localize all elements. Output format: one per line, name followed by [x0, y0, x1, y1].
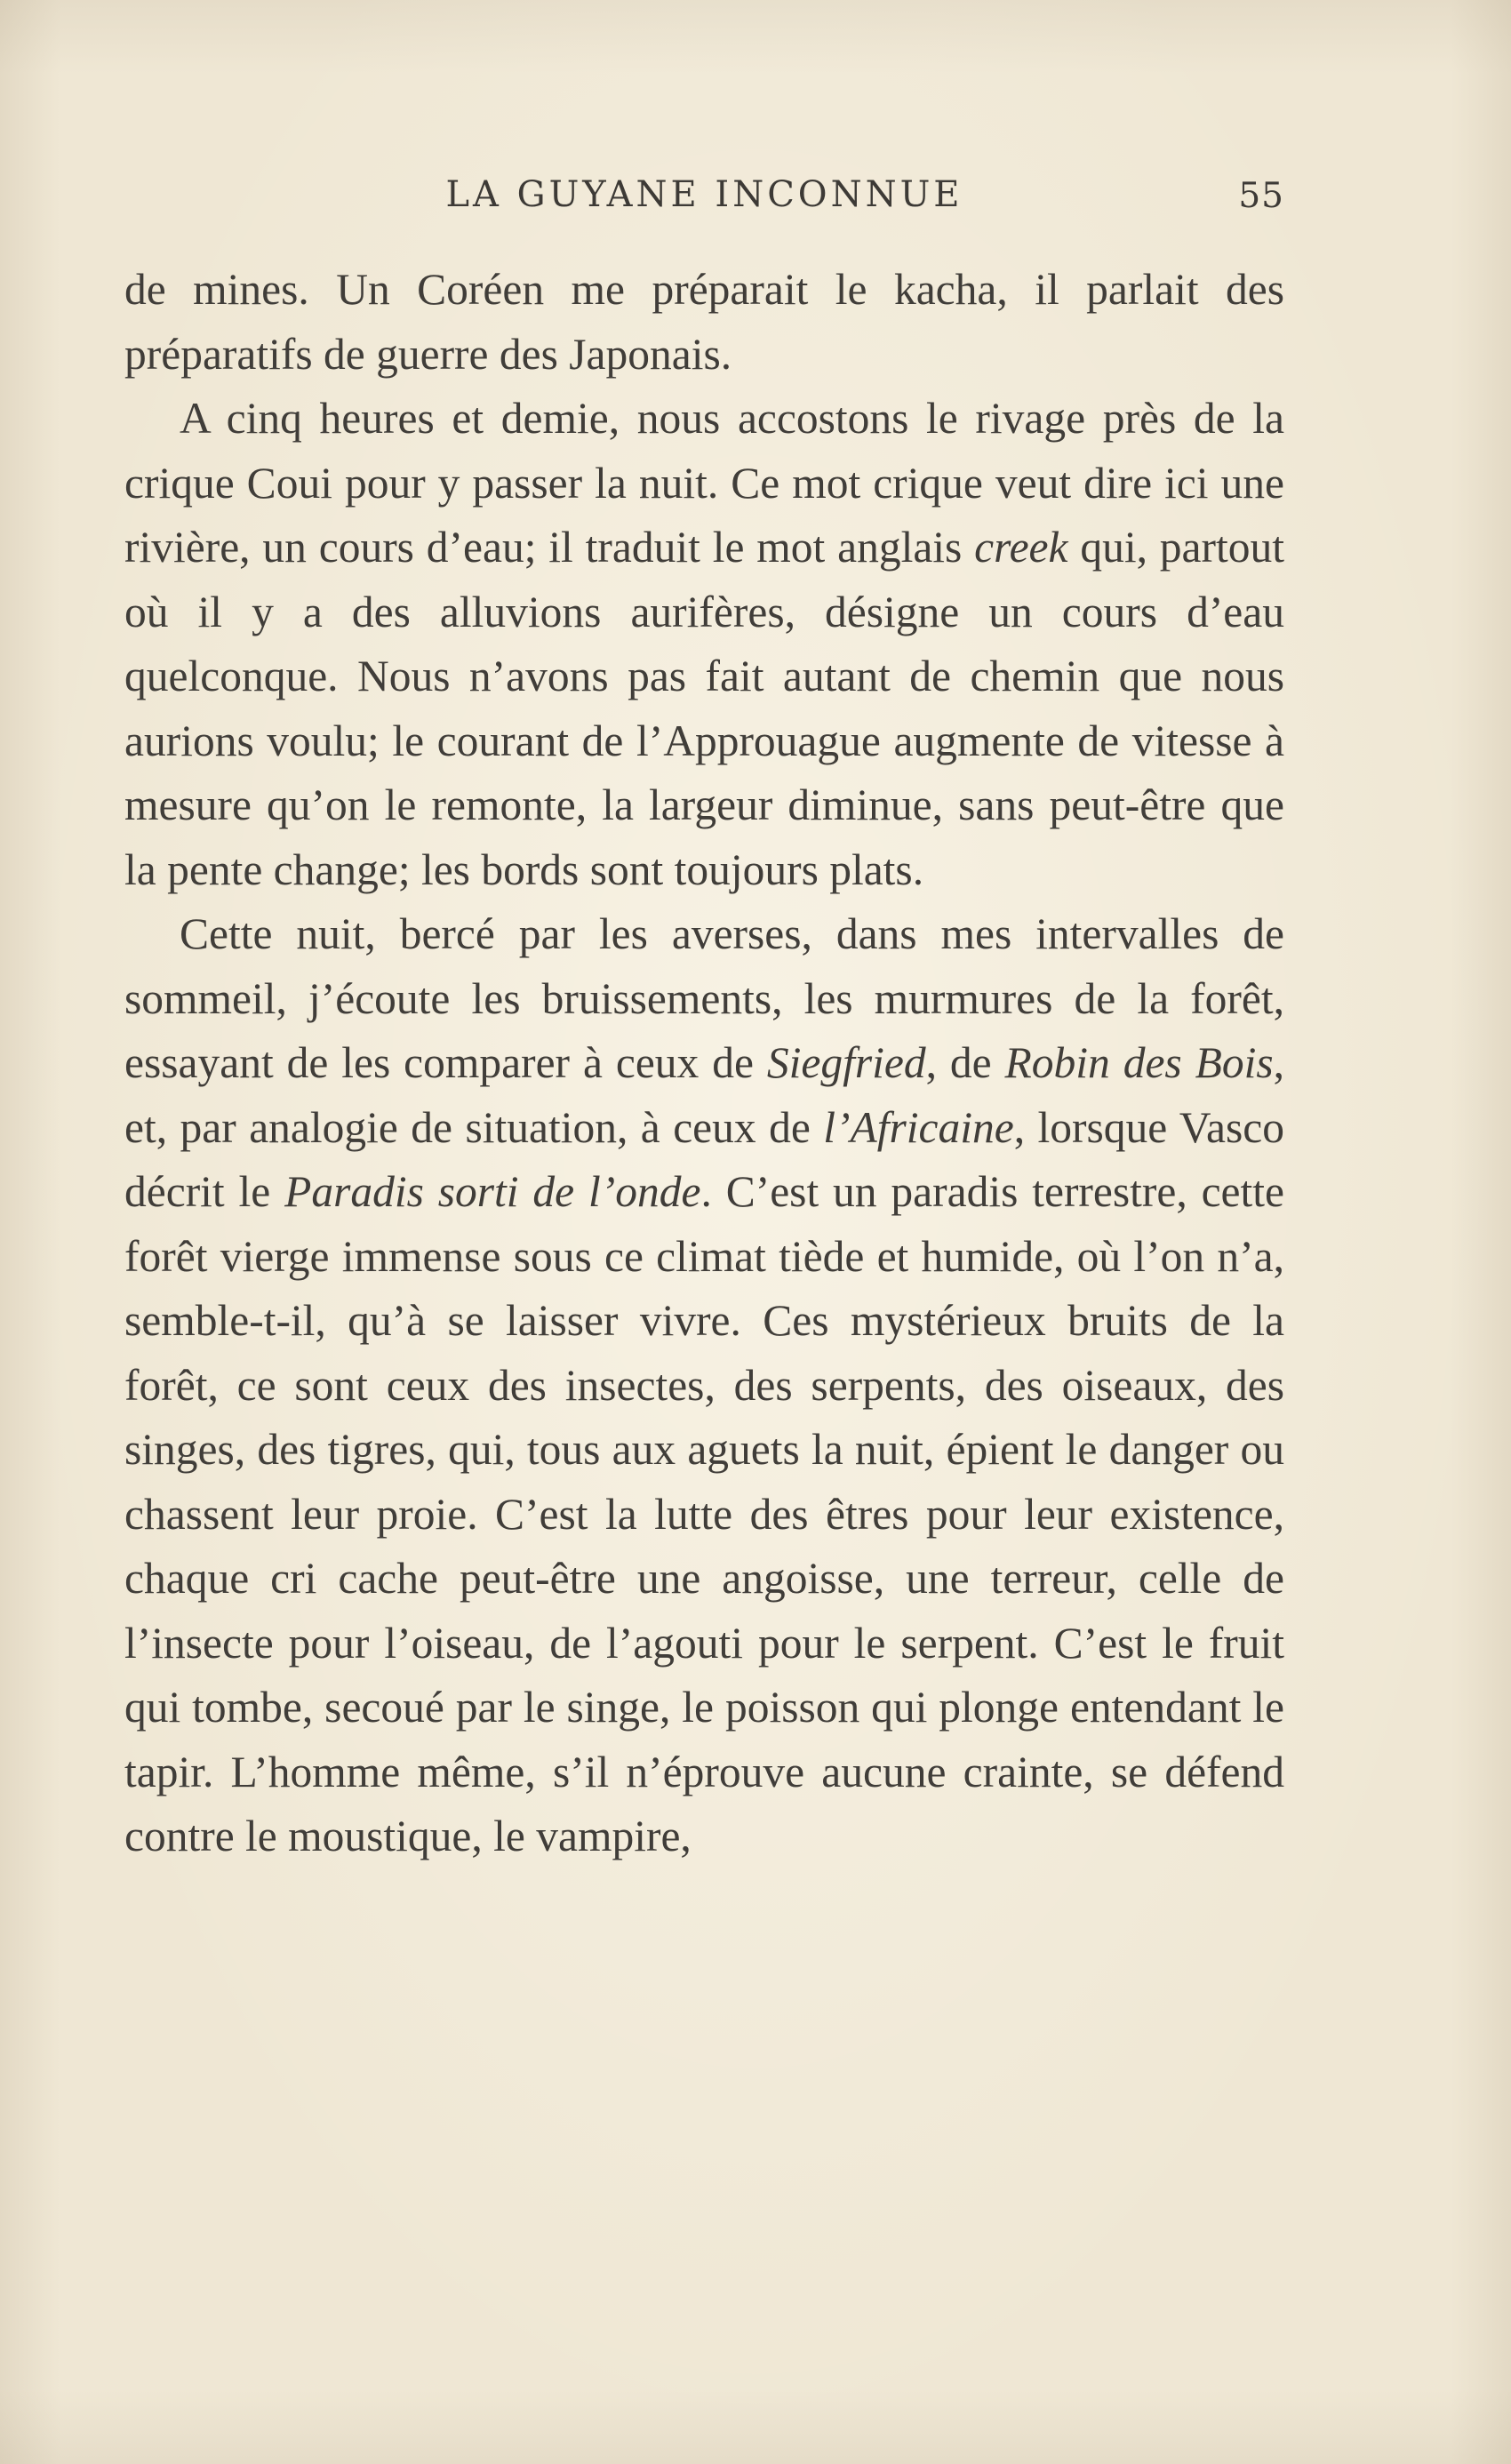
italic-robin-des-bois: Robin des Bois	[1004, 1038, 1274, 1087]
page-header	[124, 174, 1284, 228]
paragraph-3-start: Cette nuit, bercé par les averses, dans mes intervalles de sommeil, j’écoute les bruissements, les murmures de la forêt, essayant de les comparer à ceux de	[124, 909, 1284, 1087]
running-title: LA GUYANE INCONNUE	[445, 174, 963, 215]
body-text	[124, 258, 1284, 1869]
paragraph-1	[124, 258, 1284, 387]
paragraph-2-end: qui, partout où il y a des alluvions aurifères, désigne un cours d’eau quelconque. Nous n’avons pas fait autant de chemin que nous aurions voulu; le courant de l’Approuague augmente de vitesse à mesure qu’on le remonte, la largeur diminue, sans peut-être que la pente change; les bords sont toujours plats.	[124, 523, 1285, 894]
paragraph-1-text: de mines. Un Coréen me préparait le kacha, il parlait des préparatifs de guerre des Japonais.	[124, 265, 1284, 379]
paragraph-3-sep-2: , et, par analogie de situation, à ceux de	[124, 1038, 1284, 1152]
italic-siegfried: Siegfried	[766, 1038, 926, 1087]
italic-africaine: l’Africaine	[823, 1102, 1014, 1152]
paragraph-3-sep-1: , de	[925, 1038, 1005, 1087]
paragraph-3-end: . C’est un paradis terrestre, cette forêt vierge immense sous ce climat tiède et humide, où l’on n’a, semble-t-il, qu’à se laisser vivre. Ces mystérieux bruits de la forêt, ce sont ceux des insectes, des serpents, des oiseaux, des singes, des tigres, qui, tous aux aguets la nuit, épient le danger ou chassent leur proie. C’est la lutte des êtres pour leur existence, chaque cri cache peut-être une angoisse, une terreur, celle de l’insecte pour l’oiseau, de l’agouti pour le serpent. C’est le fruit qui tombe, secoué par le singe, le poisson qui plonge entendant le tapir. L’homme même, s’il n’éprouve aucune crainte, se défend contre le moustique, le vampire,	[124, 1167, 1285, 1860]
paragraph-2-start: A cinq heures et demie, nous accostons le rivage près de la crique Coui pour y passer la nuit. Ce mot crique veut dire ici une rivière, un cours d’eau; il traduit le mot anglais	[124, 394, 1284, 572]
italic-paradis: Paradis sorti de l’onde	[284, 1167, 701, 1216]
paragraph-2	[124, 387, 1284, 902]
page-number: 55	[1238, 176, 1284, 216]
paragraph-3-sep-3: , lorsque Vasco décrit le	[124, 1102, 1284, 1216]
italic-creek: creek	[974, 523, 1068, 572]
paragraph-3	[124, 902, 1284, 1869]
